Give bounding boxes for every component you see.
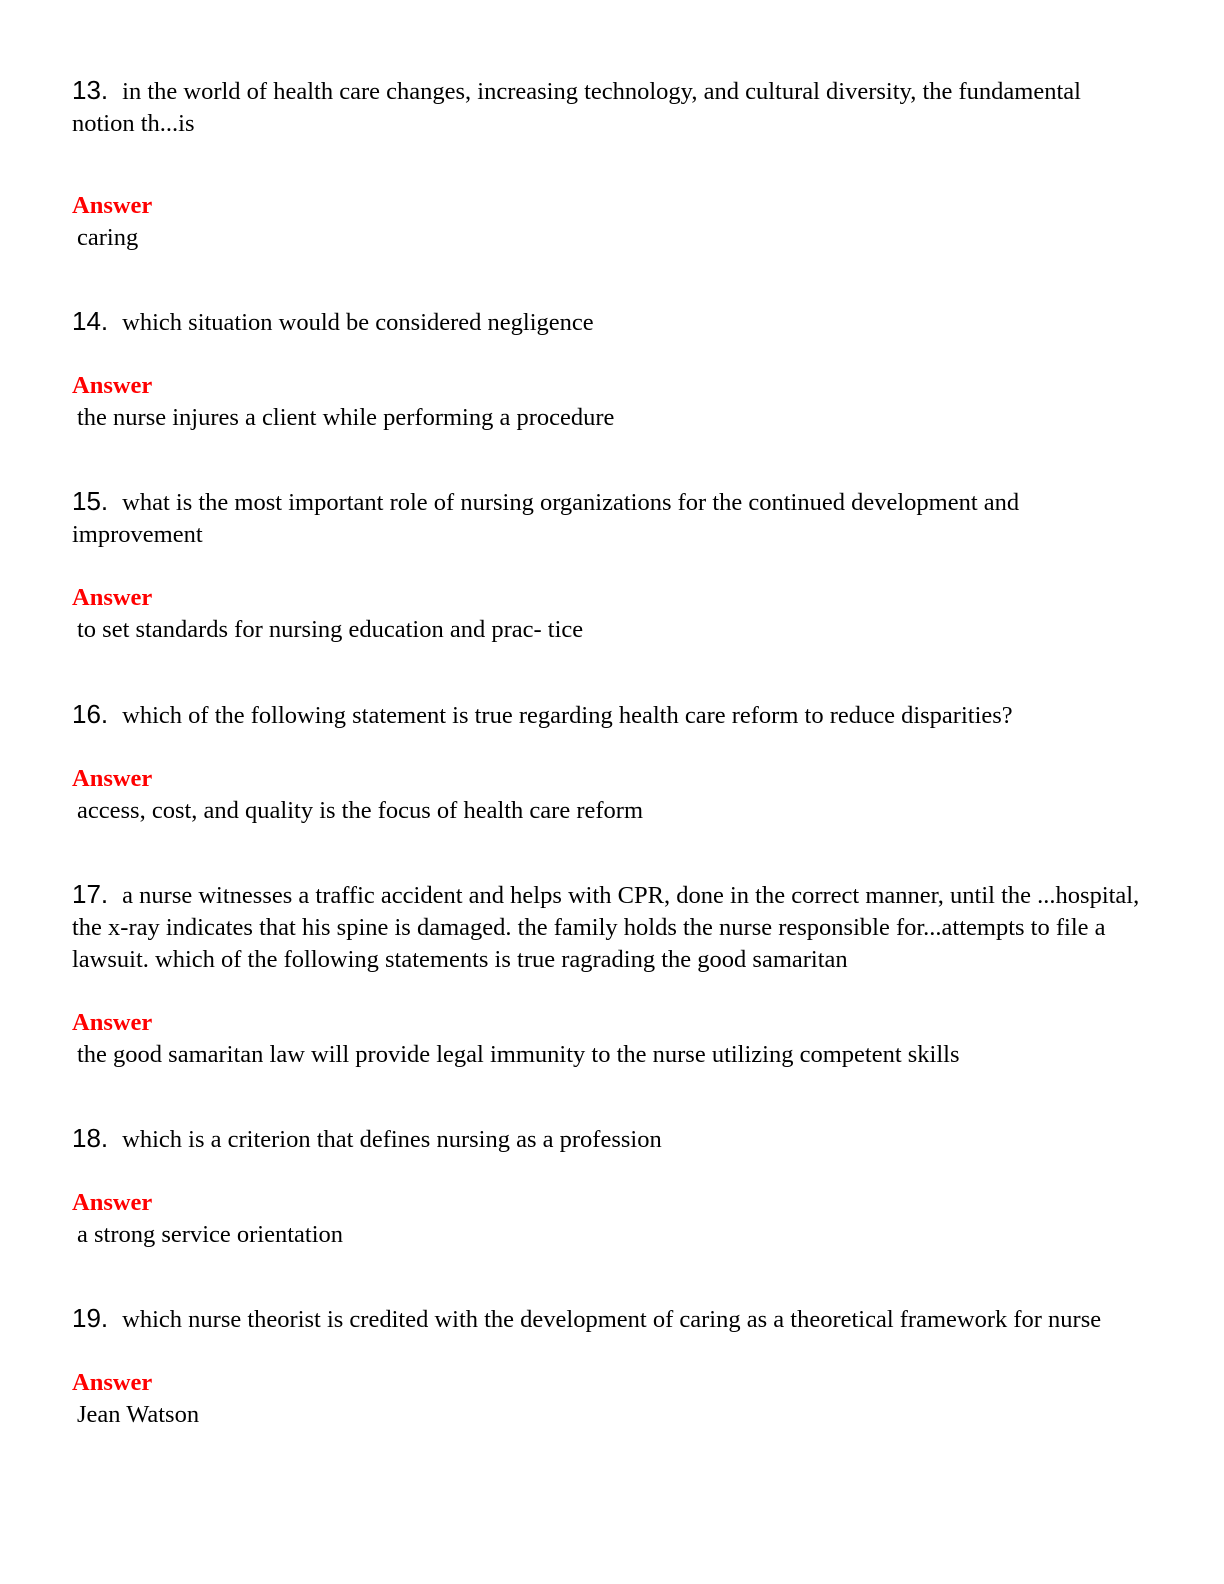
answer-text: access, cost, and quality is the focus of health care reform — [77, 797, 644, 824]
question-number: 14. — [72, 306, 109, 336]
answer-text: to set standards for nursing education and prac- tice — [77, 616, 584, 643]
qa-item-13 — [72, 74, 1142, 254]
question — [72, 74, 1142, 140]
question-text: which situation would be considered negligence — [122, 309, 594, 336]
question — [72, 698, 1142, 732]
question-text: a nurse witnesses a traffic accident and helps with CPR, done in the correct manner, until the ...hospital, the x-ray indicates that his spine is damaged. the family holds the nurse responsible for...attempts to file a lawsuit. which of the following statements is true ragrading the good samaritan — [72, 882, 1140, 973]
qa-item-18 — [72, 1122, 1142, 1251]
question — [72, 878, 1142, 976]
answer-text: caring — [77, 224, 139, 251]
question-number: 17. — [72, 879, 109, 909]
question-number: 15. — [72, 486, 109, 516]
qa-item-14 — [72, 305, 1142, 434]
qa-item-17 — [72, 878, 1142, 1071]
question — [72, 305, 1142, 339]
answer-text: the nurse injures a client while performing a procedure — [77, 404, 615, 431]
question-text: which of the following statement is true regarding health care reform to reduce disparities? — [122, 702, 1013, 729]
answer-label: Answer — [72, 372, 153, 399]
answer-text: a strong service orientation — [77, 1221, 344, 1248]
question-number: 16. — [72, 699, 109, 729]
answer-text: Jean Watson — [77, 1401, 200, 1428]
question-text: in the world of health care changes, increasing technology, and cultural diversity, the fundamental notion th...is — [72, 78, 1081, 137]
answer-text: the good samaritan law will provide legal immunity to the nurse utilizing competent skills — [77, 1041, 960, 1068]
question — [72, 1302, 1142, 1336]
document-page — [72, 74, 1142, 1431]
qa-item-16 — [72, 698, 1142, 827]
answer-label: Answer — [72, 1369, 153, 1396]
question-number: 13. — [72, 75, 109, 105]
answer-label: Answer — [72, 584, 153, 611]
answer-label: Answer — [72, 192, 153, 219]
question-number: 19. — [72, 1303, 109, 1333]
question — [72, 485, 1142, 551]
question-text: what is the most important role of nursing organizations for the continued development and improvement — [72, 489, 1020, 548]
question-number: 18. — [72, 1123, 109, 1153]
qa-item-15 — [72, 485, 1142, 646]
question-text: which is a criterion that defines nursing as a profession — [122, 1126, 662, 1153]
answer-label: Answer — [72, 1009, 153, 1036]
answer-label: Answer — [72, 1189, 153, 1216]
question-text: which nurse theorist is credited with the development of caring as a theoretical framework for nurse — [122, 1306, 1102, 1333]
answer-label: Answer — [72, 765, 153, 792]
question — [72, 1122, 1142, 1156]
qa-item-19 — [72, 1302, 1142, 1431]
